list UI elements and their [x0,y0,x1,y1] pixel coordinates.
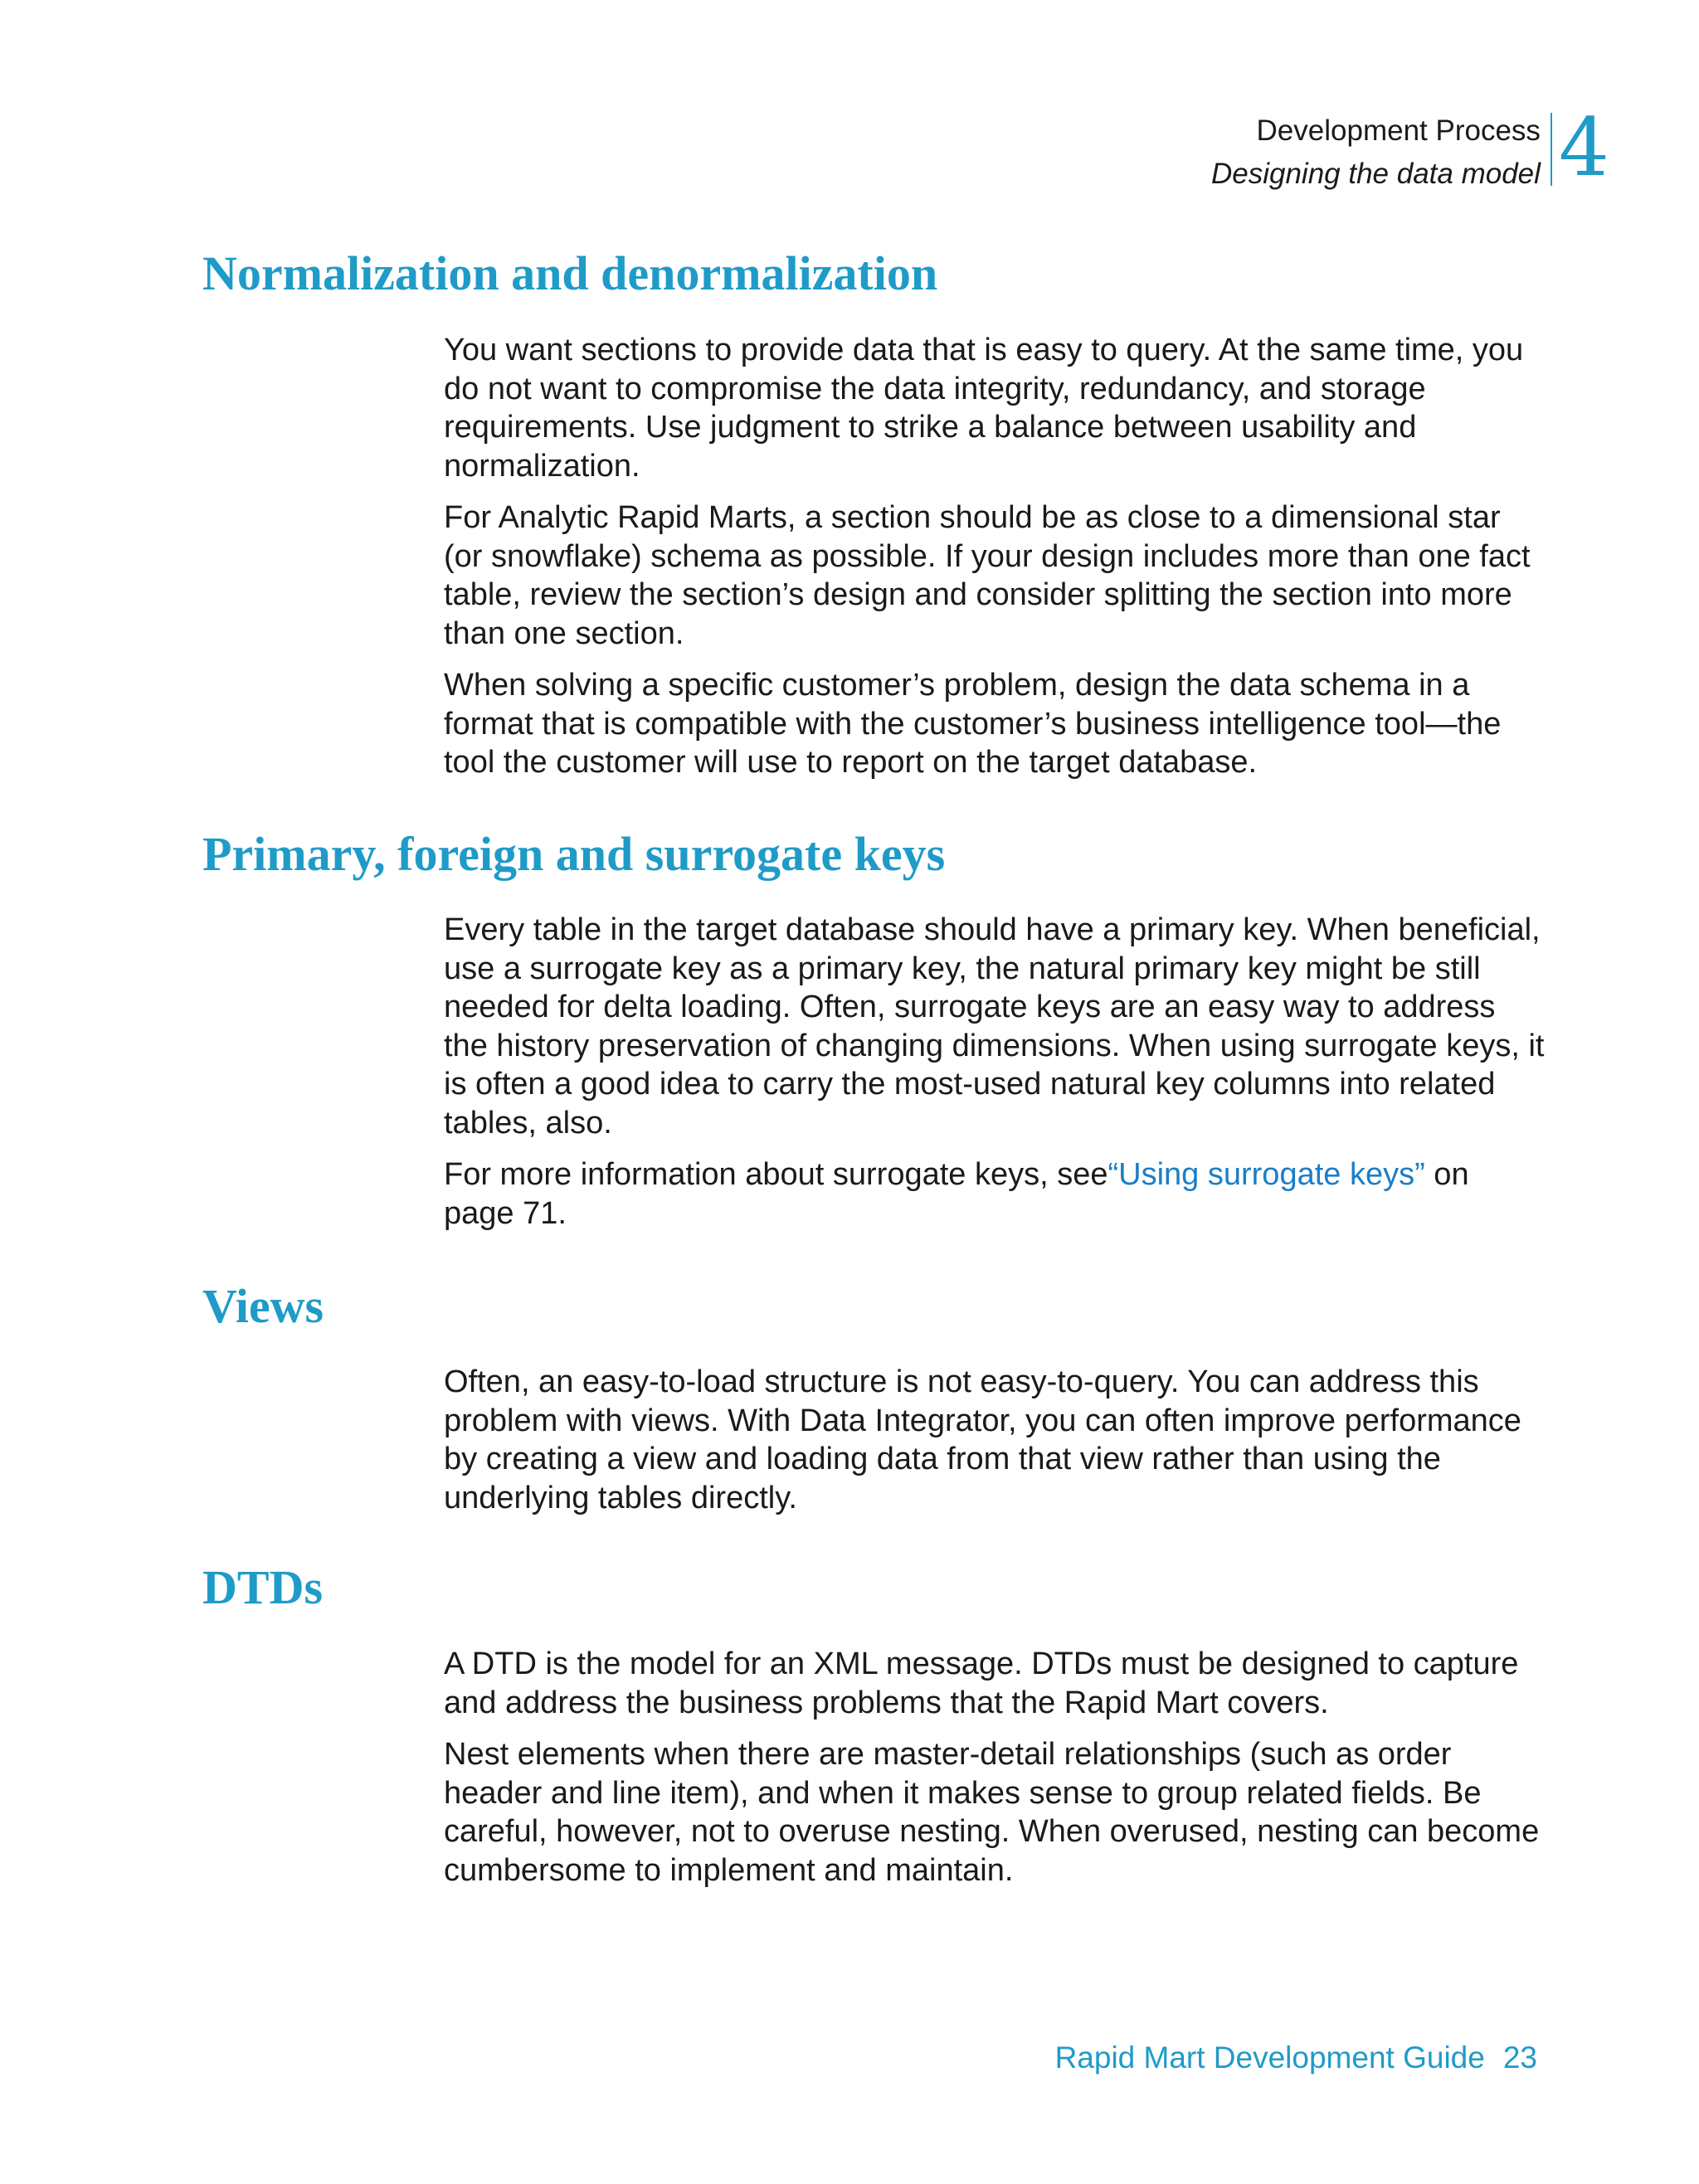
running-header-text [1211,109,1551,196]
section-heading-dtds: DTDs [202,1560,324,1614]
section-heading-views: Views [202,1279,324,1333]
section-body-keys [444,911,1547,1246]
paragraph-with-link [444,1155,1547,1233]
paragraph: For Analytic Rapid Marts, a section should be as close to a dimensional star (or snowflake) schema as possible. If your design includes more than one fact table, review the section’s design and consider splitting the section into more than one section. [444,500,1531,651]
paragraph: When solving a specific customer’s problem, design the data schema in a format that is compatible with the customer’s business intelligence tool—the tool the customer will use to report on the target database. [444,668,1502,780]
section-subtitle: Designing the data model [1210,158,1541,190]
section-body-dtds [444,1645,1547,1903]
footer-guide-title: Rapid Mart Development Guide [1054,2041,1485,2075]
link-paragraph-before: For more information about surrogate keys, see [444,1157,1108,1192]
section-body-views [444,1363,1547,1530]
paragraph: Often, an easy-to-load structure is not easy-to-query. You can address this problem with views. With Data Integrator, you can often improve performance by creating a view and loading data from that view rather than using the underlying tables directly. [444,1364,1521,1515]
section-heading-keys: Primary, foreign and surrogate keys [202,827,946,881]
running-header [1210,101,1609,196]
section-heading-normalization: Normalization and denormalization [202,246,938,300]
chapter-number: 4 [1558,101,1609,194]
page-number: 23 [1502,2041,1537,2075]
link-paragraph-after: on page 71. [444,1157,1469,1231]
paragraph: Every table in the target database should have a primary key. When beneficial, use a surrogate key as a primary key, the natural primary key might be still needed for delta loading. Often, surrogate keys are an easy way to address the history preservation of changing dimensions. When using surrogate keys, it is often a good idea to carry the most-used natural key columns into related tables, also. [444,912,1545,1141]
paragraph: You want sections to provide data that is easy to query. At the same time, you do not want to compromise the data integrity, redundancy, and storage requirements. Use judgment to strike a balance between usability and normalization. [444,333,1524,484]
chapter-title: Development Process [1256,114,1541,147]
paragraph: A DTD is the model for an XML message. DTDs must be designed to capture and address the business problems that the Rapid Mart covers. [444,1647,1519,1720]
page-footer [1055,2041,1537,2075]
surrogate-keys-link[interactable]: “Using surrogate keys” [1108,1157,1425,1192]
paragraph: Nest elements when there are master-detail relationships (such as order header and line item), and when it makes sense to group related fields. Be careful, however, not to overuse nesting. When overused, nesting can become cumbersome to implement and maintain. [444,1737,1540,1888]
section-body-normalization [444,331,1547,795]
